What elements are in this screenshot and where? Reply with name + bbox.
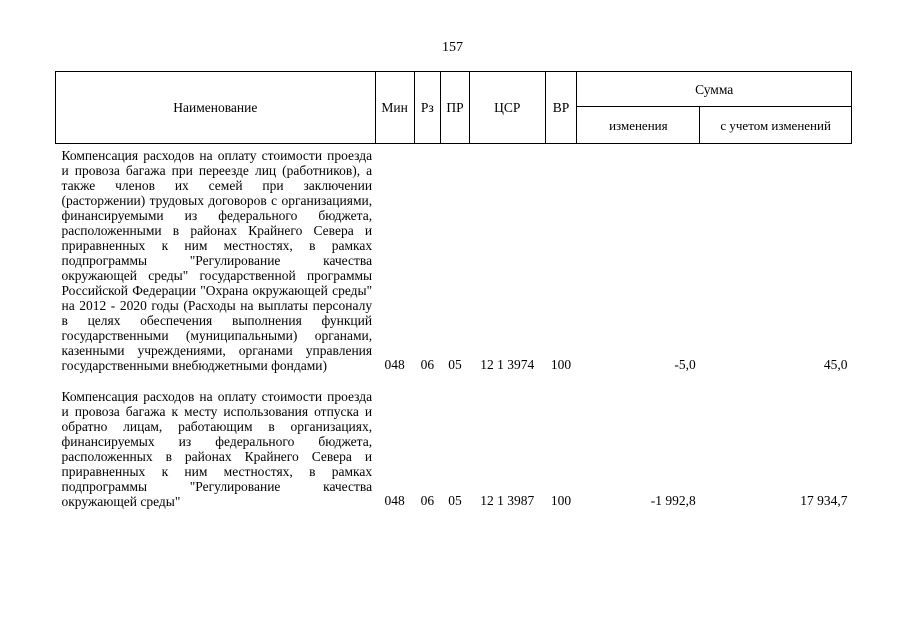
- row-spacer: [56, 373, 852, 385]
- header-name: Наименование: [56, 72, 376, 144]
- header-change: изменения: [577, 107, 700, 144]
- budget-table: [55, 71, 852, 509]
- row-name: Компенсация расходов на оплату стоимости проезда и провоза багажа к месту использования отпуска и обратно лицам, работающим в организациях, финансируемых из федерального бюджета, расположенных в районах Крайнего Севера и приравненных к ним местностях, в рамках подпрограммы "Регулирование качества окружающей среды": [61, 389, 373, 509]
- header-amount: Сумма: [577, 72, 852, 107]
- page-number: 157: [442, 40, 463, 55]
- row-rz: 06: [420, 357, 435, 372]
- row-csr: 12 1 3974: [480, 357, 535, 372]
- header-csr: ЦСР: [469, 72, 545, 144]
- row-pr: 05: [448, 493, 462, 508]
- table-row: [56, 144, 852, 374]
- header-with-change: с учетом изменений: [700, 107, 852, 144]
- header-rz: Рз: [414, 72, 441, 144]
- row-change: -1 992,8: [650, 493, 696, 508]
- table-row: [56, 385, 852, 509]
- header-row: [56, 72, 852, 107]
- row-with-change: 17 934,7: [800, 493, 848, 508]
- row-name: Компенсация расходов на оплату стоимости проезда и провоза багажа при переезде лиц (работников), а также членов их семей при заключении (расторжении) трудовых договоров с организациями, финансируемыми из федерального бюджета, расположенными в районах Крайнего Севера и приравненных к ним местностях, в рамках подпрограммы "Регулирование качества окружающей среды" государственной программы Российской Федерации "Охрана окружающей среды" на 2012 - 2020 годы (Расходы на выплаты персоналу в целях обеспечения выполнения функций государственными (муниципальными) органами, казенными учреждениями, органами управления государственными внебюджетными фондами): [61, 148, 373, 373]
- header-pr: ПР: [441, 72, 470, 144]
- row-vr: 100: [550, 493, 572, 508]
- row-change: -5,0: [674, 357, 696, 372]
- row-pr: 05: [448, 357, 462, 372]
- row-csr: 12 1 3987: [480, 493, 535, 508]
- row-with-change: 45,0: [823, 357, 848, 372]
- header-vr: ВР: [545, 72, 577, 144]
- row-rz: 06: [420, 493, 435, 508]
- row-min: 048: [384, 493, 405, 508]
- row-vr: 100: [550, 357, 572, 372]
- row-min: 048: [384, 357, 405, 372]
- header-min: Мин: [375, 72, 414, 144]
